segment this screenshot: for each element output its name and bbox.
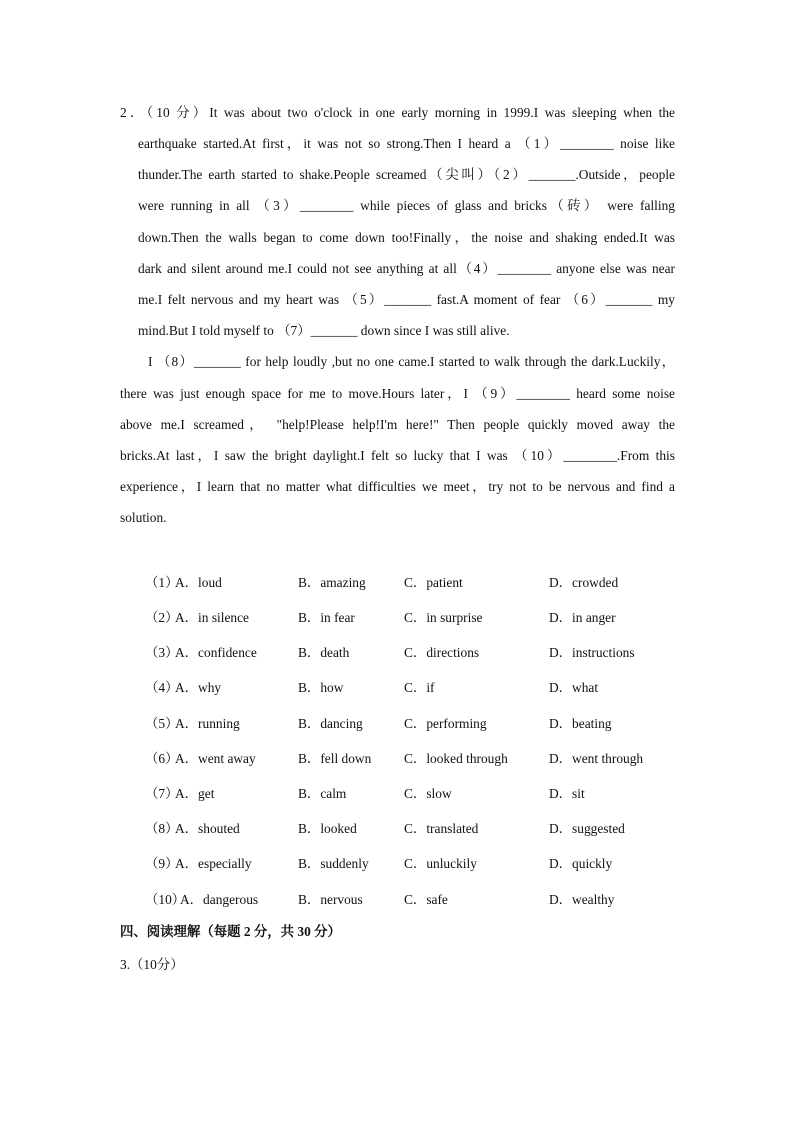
option-c: C．looked through: [404, 751, 508, 766]
option-b: B．death: [298, 645, 350, 660]
option-number: （1）: [145, 575, 179, 590]
option-b: B．looked: [298, 821, 357, 836]
option-a: A．confidence: [175, 645, 257, 660]
option-number: （2）: [145, 610, 179, 625]
option-c: C．if: [404, 680, 435, 695]
passage-line: dark and silent around me.I could not see anything at all（4）________ anyone else was near: [138, 261, 675, 276]
option-d: D．crowded: [549, 575, 619, 590]
option-d: D．what: [549, 680, 599, 695]
option-c: C．translated: [404, 821, 479, 836]
option-c: C．unluckily: [404, 856, 477, 871]
option-number: （8）: [145, 821, 179, 836]
passage-line: were running in all （3）________ while pieces of glass and bricks（砖） were falling: [138, 198, 675, 213]
option-b: B．dancing: [298, 716, 363, 731]
passage-line: above me.I screamed， "help!Please help!I'm here!" Then people quickly moved away the: [120, 417, 675, 432]
option-number: （3）: [145, 645, 179, 660]
question-3-label: 3.（10分）: [120, 957, 184, 972]
option-d: D．beating: [549, 716, 612, 731]
passage-line: thunder.The earth started to shake.People screamed（尖叫）（2）_______.Outside，people: [138, 167, 675, 182]
passage-line: me.I felt nervous and my heart was （5）_______ fast.A moment of fear （6）_______ my: [138, 292, 675, 307]
option-d: D．instructions: [549, 645, 635, 660]
option-number: （10）: [145, 892, 186, 907]
option-c: C．slow: [404, 786, 452, 801]
passage-line: earthquake started.At first，it was not so strong.Then I heard a （1）________ noise like: [138, 136, 675, 151]
option-a: A．in silence: [175, 610, 250, 625]
option-b: B．fell down: [298, 751, 372, 766]
passage-line: mind.But I told myself to （7）_______ down since I was still alive.: [138, 323, 510, 338]
option-b: B．in fear: [298, 610, 355, 625]
passage-line: 2．（10 分）It was about two o'clock in one early morning in 1999.I was sleeping when the: [120, 105, 675, 120]
option-d: D．wealthy: [549, 892, 615, 907]
option-c: C．safe: [404, 892, 448, 907]
passage-line: bricks.At last，I saw the bright daylight.I felt so lucky that I was （10）________.From this: [120, 448, 675, 463]
option-b: B．amazing: [298, 575, 366, 590]
option-b: B．nervous: [298, 892, 363, 907]
option-a: A．went away: [175, 751, 256, 766]
option-d: D．in anger: [549, 610, 616, 625]
option-d: D．quickly: [549, 856, 613, 871]
passage-line: down.Then the walls began to come down too!Finally，the noise and shaking ended.It was: [138, 230, 675, 245]
option-a: A．why: [175, 680, 222, 695]
option-c: C．directions: [404, 645, 480, 660]
option-c: C．performing: [404, 716, 487, 731]
option-d: D．went through: [549, 751, 644, 766]
passage-line: there was just enough space for me to move.Hours later，I （9）________ heard some noise: [120, 386, 675, 401]
option-c: C．patient: [404, 575, 463, 590]
option-a: A．get: [175, 786, 215, 801]
option-b: B．how: [298, 680, 344, 695]
passage-line: solution.: [120, 510, 167, 525]
option-b: B．suddenly: [298, 856, 369, 871]
option-a: A．shouted: [175, 821, 240, 836]
option-number: （9）: [145, 856, 179, 871]
option-a: A．loud: [175, 575, 222, 590]
option-a: A．running: [175, 716, 240, 731]
option-a: A．especially: [175, 856, 252, 871]
option-c: C．in surprise: [404, 610, 483, 625]
option-number: （6）: [145, 751, 179, 766]
option-d: D．sit: [549, 786, 585, 801]
option-d: D．suggested: [549, 821, 625, 836]
option-number: （7）: [145, 786, 179, 801]
option-number: （5）: [145, 716, 179, 731]
option-b: B．calm: [298, 786, 347, 801]
passage-line: I （8）_______ for help loudly ,but no one came.I started to walk through the dark.Luckily，: [148, 354, 675, 369]
section-heading: 四、阅读理解（每题 2 分，共 30 分）: [120, 924, 341, 939]
option-number: （4）: [145, 680, 179, 695]
option-a: A．dangerous: [180, 892, 259, 907]
passage-line: experience，I learn that no matter what difficulties we meet，try not to be nervous and find a: [120, 479, 675, 494]
